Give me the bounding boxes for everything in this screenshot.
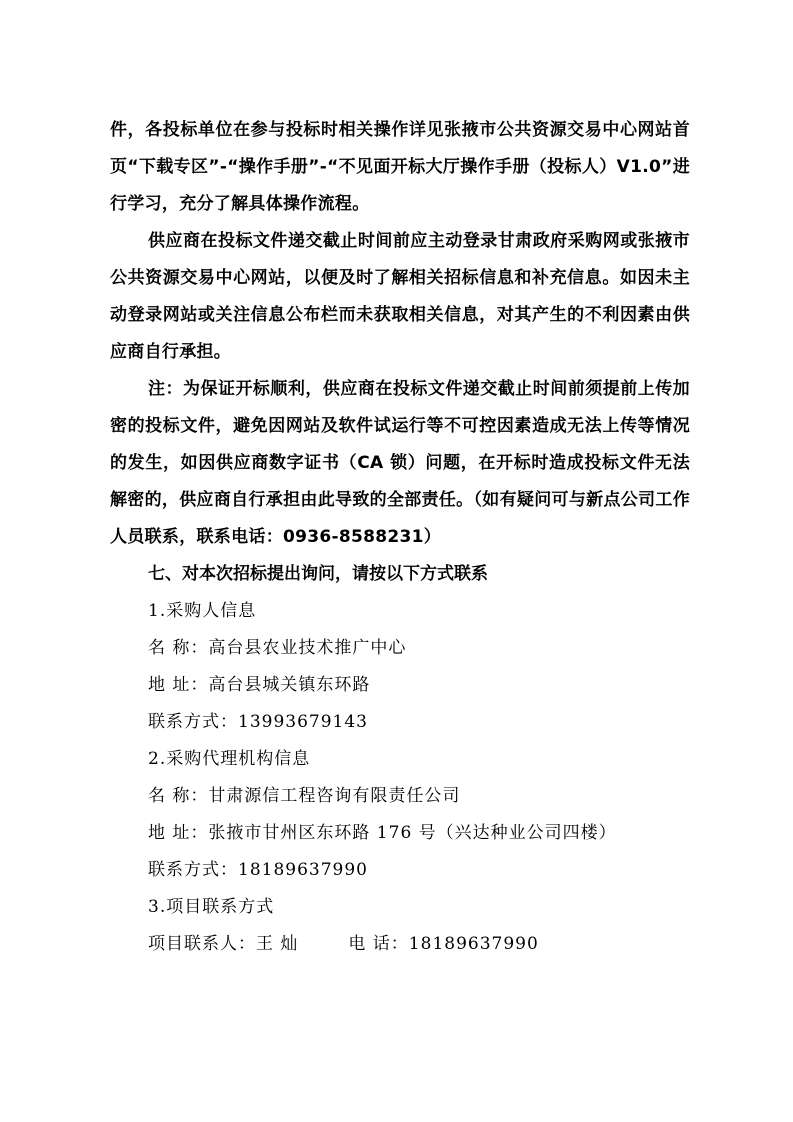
purchaser-address: 地 址：高台县城关镇东环路 [148, 675, 371, 695]
paragraph-login-reminder: 供应商在投标文件递交截止时间前应主动登录甘肃政府采购网或张掖市公共资源交易中心网站，以便及时了解相关招标信息和补充信息。如因未主动登录网站或关注信息公布栏而未获取相关信息，对其产生的不利因素由供应商自行承担。 [110, 231, 690, 362]
document-body [110, 112, 690, 963]
paragraph-note: 注：为保证开标顺利，供应商在投标文件递交截止时间前须提前上传加密的投标文件，避免因网站及软件试运行等不可控因素造成无法上传等情况的发生，如因供应商数字证书（CA 锁）问题，在开标时造成投标文件无法解密的，供应商自行承担由此导致的全部责任。（如有疑问可与新点公司工作人员联系，联系电话：0936-8588231） [110, 379, 690, 547]
purchaser-name: 名 称：高台县农业技术推广中心 [148, 638, 407, 658]
agency-address: 地 址：张掖市甘州区东环路 176 号（兴达种业公司四楼） [148, 823, 617, 843]
agency-heading: 2.采购代理机构信息 [148, 749, 311, 769]
section-title: 七、对本次招标提出询问，请按以下方式联系 [148, 564, 488, 584]
project-heading: 3.项目联系方式 [148, 897, 275, 917]
purchaser-heading: 1.采购人信息 [148, 601, 257, 621]
notice-block [110, 112, 690, 556]
purchaser-contact: 联系方式：13993679143 [148, 712, 368, 732]
agency-contact: 联系方式：18189637990 [148, 860, 368, 880]
paragraph-operation-manual: 件，各投标单位在参与投标时相关操作详见张掖市公共资源交易中心网站首页“下载专区”-“操作手册”-“不见面开标大厅操作手册（投标人）V1.0”进行学习，充分了解具体操作流程。 [110, 120, 690, 214]
project-contact-line [110, 926, 690, 963]
agency-name: 名 称：甘肃源信工程咨询有限责任公司 [148, 786, 461, 806]
project-contact-phone: 电 话：18189637990 [348, 934, 539, 954]
project-contact-person: 项目联系人：王 灿 [148, 934, 299, 954]
